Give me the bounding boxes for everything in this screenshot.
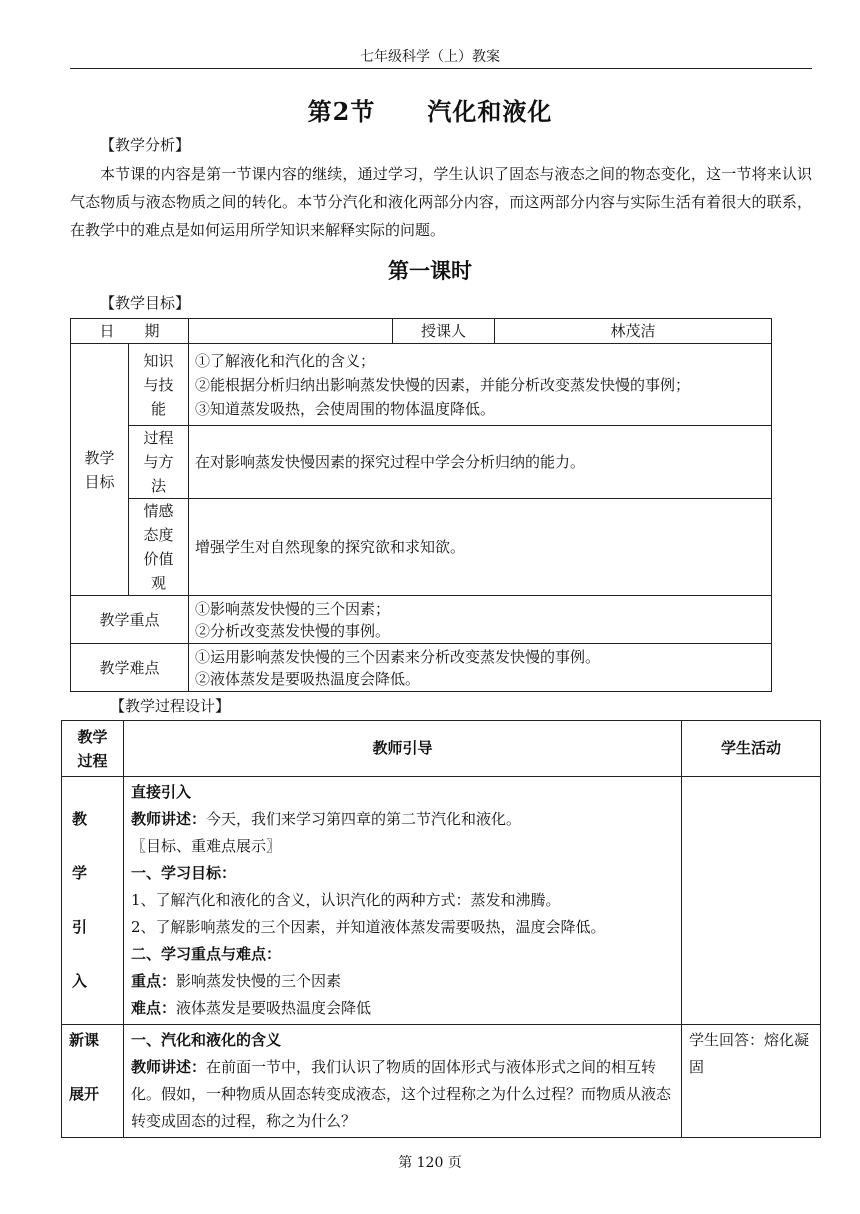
- process-table: [61, 720, 821, 1138]
- analysis-heading: 【教学分析】: [100, 136, 191, 154]
- difficulty-label: 教学难点: [71, 644, 189, 692]
- date-label: 日 期: [71, 319, 189, 344]
- process-text: 在对影响蒸发快慢因素的探究过程中学会分析归纳的能力。: [189, 426, 772, 499]
- guide-line: 教师讲述：今天，我们来学习第四章的第二节汽化和液化。: [131, 810, 522, 828]
- difficulty-list: [189, 644, 772, 692]
- key-item: ①影响蒸发快慢的三个因素；: [195, 599, 391, 618]
- knowledge-item: ①了解液化和汽化的含义；: [195, 351, 376, 370]
- intro-student: [682, 777, 821, 1025]
- goals-table: [70, 318, 772, 692]
- newlesson-stage: 新课 展开: [62, 1025, 124, 1138]
- date-value: [189, 319, 393, 344]
- emotion-text: 增强学生对自然现象的探究欲和求知欲。: [189, 499, 772, 596]
- intro-guide: [124, 777, 682, 1025]
- page-header: 七年级科学（上）教案: [360, 49, 500, 65]
- guide-line: 一、汽化和液化的含义: [131, 1031, 282, 1049]
- teacher-label: 授课人: [393, 319, 495, 344]
- objectives-label: 教学目标: [71, 344, 129, 596]
- col-student: 学生活动: [682, 721, 821, 777]
- knowledge-list: [189, 344, 772, 426]
- guide-line: 二、学习重点与难点：: [131, 945, 282, 963]
- guide-line: 难点：液体蒸发是要吸热温度会降低: [131, 999, 372, 1017]
- guide-line: 直接引入: [131, 783, 192, 801]
- guide-line: 1、了解汽化和液化的含义，认识汽化的两种方式：蒸发和沸腾。: [131, 891, 561, 909]
- guide-line: 教师讲述：在前面一节中，我们认识了物质的固体形式与液体形式之间的相互转化。假如，一种物质从固态转变成液态，这个过程称之为什么过程？而物质从液态转变成固态的过程，称之为什么？: [131, 1058, 672, 1130]
- newlesson-guide: [124, 1025, 682, 1138]
- guide-line: 重点：影响蒸发快慢的三个因素: [131, 972, 342, 990]
- section-number: 第2节: [307, 97, 376, 126]
- section-name: 汽化和液化: [427, 97, 553, 126]
- page-footer: 第 120 页: [398, 1155, 462, 1171]
- key-list: [189, 596, 772, 644]
- emotion-row: [71, 499, 772, 596]
- goals-heading: 【教学目标】: [100, 294, 191, 312]
- col-stage: 教学过程: [62, 721, 124, 777]
- date-row: [71, 319, 772, 344]
- process-heading: 【教学过程设计】: [110, 697, 231, 715]
- process-header-row: [62, 721, 821, 777]
- lesson-title: 第一课时: [388, 258, 472, 283]
- difficulty-item: ②液体蒸发是要吸热温度会降低。: [195, 669, 421, 688]
- difficulty-item: ①运用影响蒸发快慢的三个因素来分析改变蒸发快慢的事例。: [195, 647, 601, 666]
- guide-line: 一、学习目标：: [131, 864, 237, 882]
- page-title: [0, 92, 860, 127]
- knowledge-item: ③知道蒸发吸热，会使周围的物体温度降低。: [195, 399, 496, 418]
- process-label: 过程与方法: [129, 426, 189, 499]
- knowledge-label: 知识与技能: [129, 344, 189, 426]
- intro-stage: 教 学 引 入: [62, 777, 124, 1025]
- newlesson-row: [62, 1025, 821, 1138]
- intro-row: [62, 777, 821, 1025]
- teacher-name: 林茂洁: [495, 319, 772, 344]
- newlesson-student: 学生回答：熔化凝固: [682, 1025, 821, 1138]
- analysis-paragraph: 本节课的内容是第一节课内容的继续，通过学习，学生认识了固态与液态之间的物态变化，这一节将来认识气态物质与液态物质之间的转化。本节分汽化和液化两部分内容，而这两部分内容与实际生活有着很大的联系，在教学中的难点是如何运用所学知识来解释实际的问题。: [70, 165, 812, 239]
- knowledge-item: ②能根据分析归纳出影响蒸发快慢的因素，并能分析改变蒸发快慢的事例；: [195, 375, 691, 394]
- key-row: [71, 596, 772, 644]
- col-teacher: 教师引导: [124, 721, 682, 777]
- guide-line: 〖目标、重难点展示〗: [131, 837, 282, 855]
- process-row: [71, 426, 772, 499]
- header-divider: [70, 68, 812, 69]
- key-item: ②分析改变蒸发快慢的事例。: [195, 621, 391, 640]
- emotion-label: 情感态度价值观: [129, 499, 189, 596]
- guide-line: 2、了解影响蒸发的三个因素，并知道液体蒸发需要吸热，温度会降低。: [131, 918, 606, 936]
- key-label: 教学重点: [71, 596, 189, 644]
- knowledge-row: [71, 344, 772, 426]
- difficulty-row: [71, 644, 772, 692]
